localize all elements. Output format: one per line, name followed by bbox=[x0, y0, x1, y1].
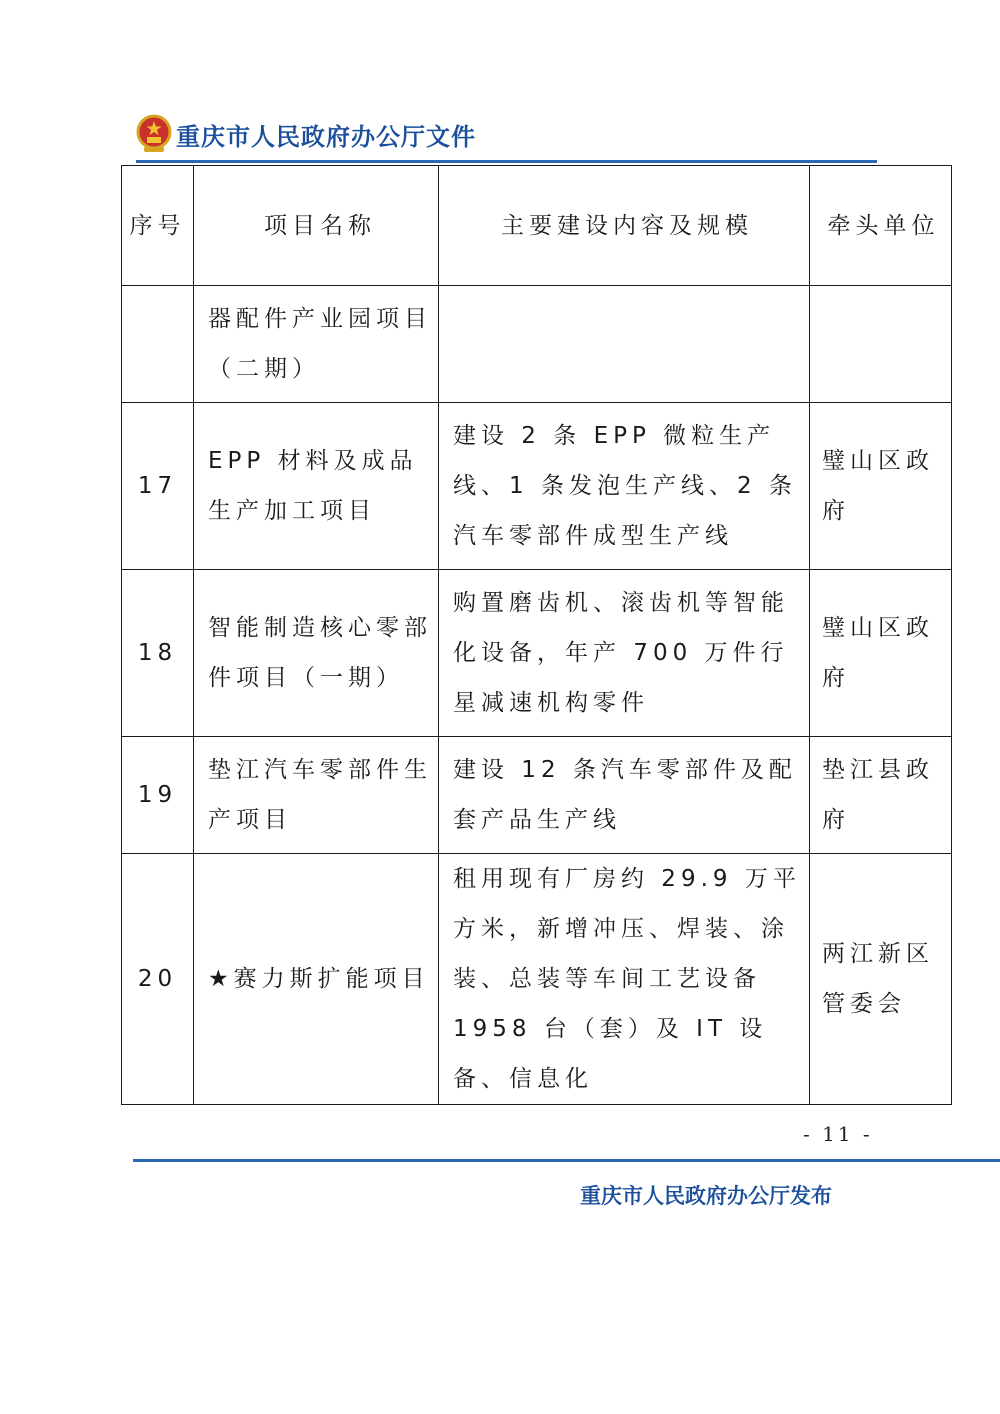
table-row bbox=[122, 403, 952, 570]
cell-seq: 18 bbox=[122, 570, 194, 737]
header-divider bbox=[136, 160, 877, 163]
table-row bbox=[122, 570, 952, 737]
header-unit: 牵头单位 bbox=[810, 166, 952, 286]
cell-unit: 两江新区管委会 bbox=[810, 854, 952, 1105]
cell-content: 建设 12 条汽车零部件及配套产品生产线 bbox=[439, 737, 810, 854]
cell-unit: 璧山区政府 bbox=[810, 570, 952, 737]
table-header-row bbox=[122, 166, 952, 286]
footer-divider bbox=[133, 1159, 1000, 1162]
header-name: 项目名称 bbox=[194, 166, 439, 286]
cell-content bbox=[439, 286, 810, 403]
cell-content: 建设 2 条 EPP 微粒生产线、1 条发泡生产线、2 条汽车零部件成型生产线 bbox=[439, 403, 810, 570]
table-row bbox=[122, 286, 952, 403]
cell-name: ★赛力斯扩能项目 bbox=[194, 854, 439, 1105]
cell-seq: 19 bbox=[122, 737, 194, 854]
cell-unit bbox=[810, 286, 952, 403]
cell-unit: 垫江县政府 bbox=[810, 737, 952, 854]
project-table bbox=[121, 165, 952, 1105]
header-content: 主要建设内容及规模 bbox=[439, 166, 810, 286]
header-title: 重庆市人民政府办公厅文件 bbox=[176, 121, 476, 151]
page-number: - 11 - bbox=[803, 1122, 873, 1146]
cell-seq bbox=[122, 286, 194, 403]
cell-seq: 20 bbox=[122, 854, 194, 1105]
cell-name: 垫江汽车零部件生产项目 bbox=[194, 737, 439, 854]
cell-name: 智能制造核心零部件项目（一期） bbox=[194, 570, 439, 737]
table-row bbox=[122, 854, 952, 1105]
cell-name: EPP 材料及成品生产加工项目 bbox=[194, 403, 439, 570]
document-header bbox=[136, 112, 476, 156]
table-row bbox=[122, 737, 952, 854]
header-seq: 序号 bbox=[122, 166, 194, 286]
cell-name: 器配件产业园项目（二期） bbox=[194, 286, 439, 403]
cell-content: 购置磨齿机、滚齿机等智能化设备，年产 700 万件行星减速机构零件 bbox=[439, 570, 810, 737]
cell-seq: 17 bbox=[122, 403, 194, 570]
cell-unit: 璧山区政府 bbox=[810, 403, 952, 570]
footer-publisher: 重庆市人民政府办公厅发布 bbox=[580, 1183, 832, 1208]
cell-content: 租用现有厂房约 29.9 万平方米，新增冲压、焊装、涂装、总装等车间工艺设备 1958 台（套）及 IT 设备、信息化 bbox=[439, 854, 810, 1105]
national-emblem-icon bbox=[136, 114, 172, 154]
